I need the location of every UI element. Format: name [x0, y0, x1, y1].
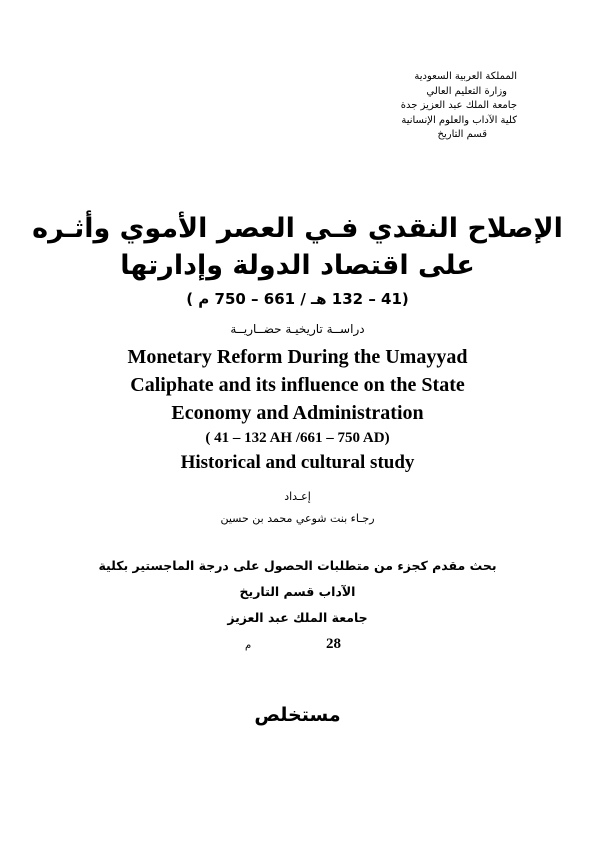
year-unit: م	[245, 640, 252, 651]
institution-header	[277, 70, 517, 143]
requirement-line-2: الآداب قسم التاريخ	[239, 584, 356, 599]
english-title-dates: ( 41 – 132 AH /661 – 750 AD)	[205, 430, 390, 446]
english-title-line-2: Caliphate and its influence on the State	[130, 374, 465, 396]
arabic-subtitle: دراســة تاريخيـة حضــاريــة	[230, 322, 365, 336]
institution-university: جامعة الملك عبد العزيز جدة	[400, 100, 517, 112]
english-title-line-1: Monetary Reform During the Umayyad	[127, 346, 468, 368]
author-name: رجـاء بنت شوعي محمد بن حسين	[220, 512, 375, 525]
abstract-heading: مستخلص	[254, 704, 341, 726]
english-title-line-3: Economy and Administration	[171, 402, 424, 424]
arabic-title-line-1: الإصلاح النقدي فـي العصر الأموي وأثـره	[32, 213, 563, 244]
prepared-by-label: إعـداد	[284, 490, 311, 503]
institution-college: كلية الآداب والعلوم الإنسانية	[401, 114, 517, 126]
requirement-line-1: بحث مقدم كجزء من متطلبات الحصول على درجة الماجستير بكلية	[98, 558, 497, 573]
requirement-line-3: جامعة الملك عبد العزيز	[227, 610, 368, 625]
institution-ministry: وزارة التعليم العالي	[426, 85, 507, 97]
english-subtitle: Historical and cultural study	[180, 452, 415, 473]
submission-year: 28	[326, 636, 341, 652]
arabic-title-dates: (41 – 132 هـ / 661 – 750 م )	[186, 290, 409, 308]
arabic-title-line-2: على اقتصاد الدولة وإدارتها	[120, 250, 475, 281]
institution-department: قسم التاريخ	[437, 129, 487, 141]
institution-country: المملكة العربية السعودية	[414, 71, 517, 82]
